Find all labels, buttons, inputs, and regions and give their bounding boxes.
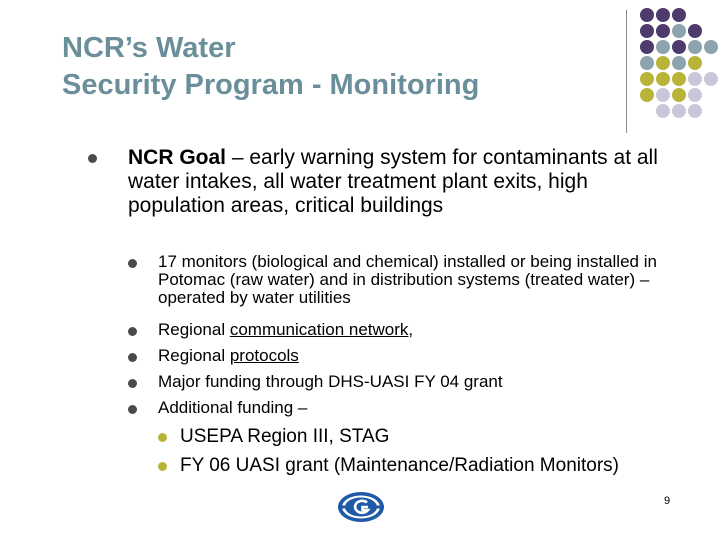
dot	[640, 72, 654, 86]
goal-paragraph	[128, 146, 658, 218]
item-monitors: 17 monitors (biological and chemical) installed or being installed in Potomac (raw water) and in distribution systems (treated water) – operated by water utilities	[158, 252, 657, 307]
dot	[672, 72, 686, 86]
organization-logo	[336, 490, 386, 524]
dot	[640, 8, 654, 22]
decorative-dot-grid	[634, 8, 718, 138]
dot	[688, 40, 702, 54]
decorative-divider	[626, 10, 627, 133]
communication-network-link[interactable]: communication network	[229, 320, 409, 339]
bullet-icon	[88, 154, 97, 163]
subitem-usepa: USEPA Region III, STAG	[180, 426, 390, 447]
dot	[656, 72, 670, 86]
dot	[656, 88, 670, 102]
slide-title	[62, 30, 622, 104]
dot	[640, 24, 654, 38]
item-protocols	[158, 347, 698, 365]
title-line-1: NCR’s Water	[62, 32, 236, 64]
dot	[688, 56, 702, 70]
dot	[672, 8, 686, 22]
network-prefix: Regional	[158, 320, 230, 339]
dot	[688, 104, 702, 118]
dot	[672, 104, 686, 118]
dot	[656, 8, 670, 22]
item-funding: Major funding through DHS-UASI FY 04 grant	[158, 372, 503, 391]
protocols-prefix: Regional	[158, 346, 230, 365]
dot	[640, 56, 654, 70]
dot	[704, 40, 718, 54]
dot	[640, 40, 654, 54]
dot	[704, 72, 718, 86]
dot	[688, 88, 702, 102]
item-additional: Additional funding –	[158, 398, 308, 417]
dot	[672, 40, 686, 54]
dot	[640, 88, 654, 102]
bullet-icon	[128, 353, 137, 362]
dot	[688, 72, 702, 86]
network-suffix: ,	[408, 320, 414, 339]
dot	[672, 88, 686, 102]
bullet-icon	[128, 379, 137, 388]
bullet-icon	[158, 433, 167, 442]
bullet-icon	[128, 259, 137, 268]
bullet-icon	[128, 405, 137, 414]
protocols-link[interactable]: protocols	[229, 346, 299, 365]
bullet-icon	[128, 327, 137, 336]
page-number: 9	[664, 495, 671, 507]
dot	[688, 24, 702, 38]
item-network	[158, 321, 698, 339]
subitem-fy06: FY 06 UASI grant (Maintenance/Radiation Monitors)	[180, 455, 619, 476]
goal-text: – early warning system for contaminants at all water intakes, all water treatment plant exits, high population areas, critical buildings	[128, 146, 658, 217]
dot	[656, 40, 670, 54]
bullet-icon	[158, 462, 167, 471]
dot	[672, 56, 686, 70]
dot	[656, 56, 670, 70]
dot	[656, 104, 670, 118]
dot	[656, 24, 670, 38]
goal-label: NCR Goal	[128, 146, 227, 169]
title-line-2: Security Program - Monitoring	[62, 69, 480, 101]
dot	[672, 24, 686, 38]
